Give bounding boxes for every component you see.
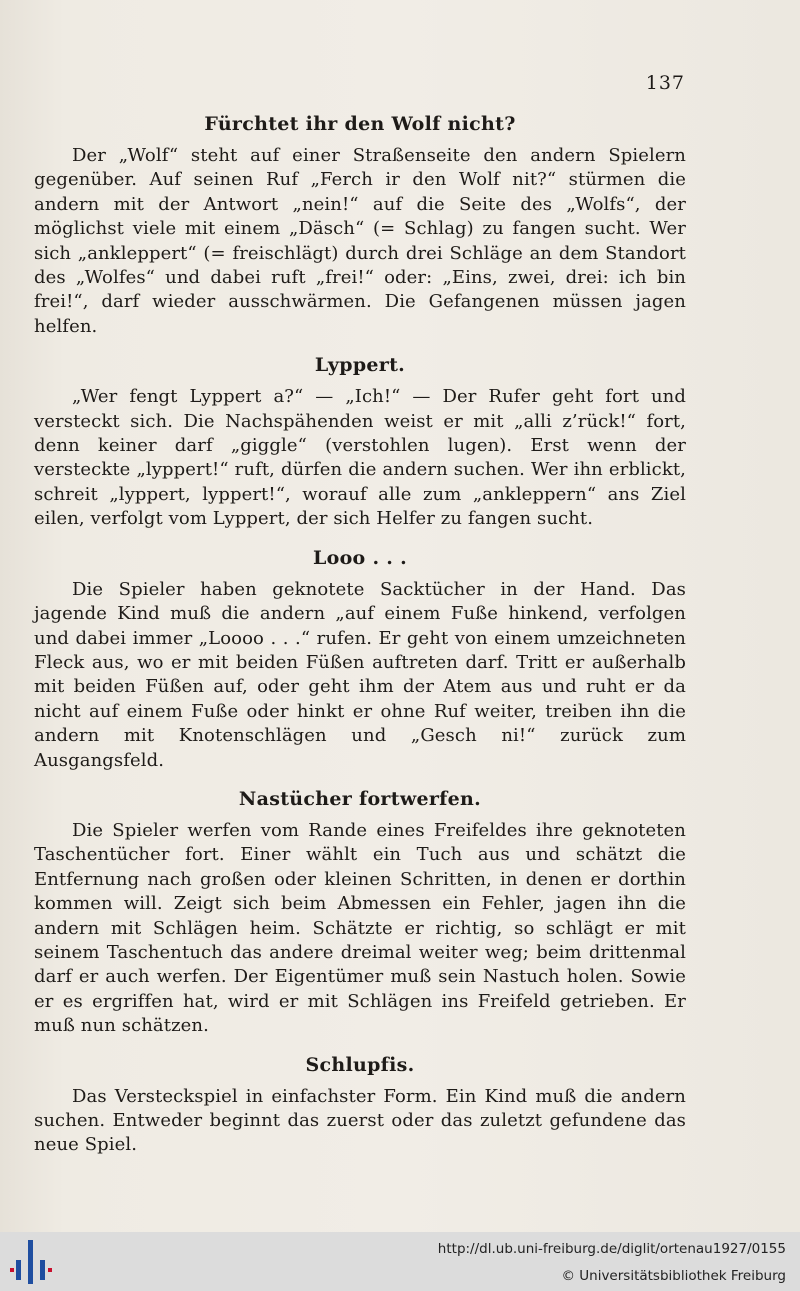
section-title: Fürchtet ihr den Wolf nicht? bbox=[204, 113, 516, 135]
ub-freiburg-logo-icon bbox=[10, 1238, 54, 1286]
section-title: Looo . . . bbox=[312, 546, 408, 569]
section-text: „Wer fengt Lyppert a?“ — „Ich!“ — Der Rufer geht fort und versteckt sich. Die Nachspähenden weist er mit „alli z’rück!“ fort, denn keiner darf „giggle“ (verstohlen lugen). Erst wenn der versteckte „lyppert!“ ruft, dürfen die andern suchen. Wer ihn erblickt, schreit „lyppert, lyppert!“, worauf alle zum „ankleppern“ ans Ziel eilen, verfolgt vom Lyppert, der sich Helfer zu fangen sucht. bbox=[34, 386, 686, 530]
section-lyppert bbox=[34, 349, 686, 531]
footer-bar bbox=[0, 1232, 800, 1291]
section-title: Schlupfis. bbox=[305, 1053, 415, 1076]
section-schlupfis bbox=[34, 1049, 686, 1158]
source-url-link[interactable]: http://dl.ub.uni-freiburg.de/diglit/ortenau1927/0155 bbox=[437, 1241, 786, 1257]
section-title: Lyppert. bbox=[314, 354, 406, 377]
section-text: Die Spieler werfen vom Rande eines Freifeldes ihre geknoteten Taschentücher fort. Einer wählt ein Tuch aus und schätzt die Entfernung nach großen oder kleinen Schritten, in denen er dorthin kommen will. Zeigt sich beim Abmessen ein Fehler, jagen ihn die andern mit Schlägen heim. Schätzte er richtig, so schlägt er mit seinem Taschentuch das andere dreimal weiter weg; beim drittenmal darf er auch werfen. Der Eigentümer muß sein Nastuch holen. Sowie er es ergriffen hat, wird er mit Schlägen ins Freifeld getrieben. Er muß nun schätzen. bbox=[34, 819, 686, 1037]
section-wolf bbox=[34, 108, 686, 339]
page-number: 137 bbox=[645, 72, 685, 94]
page-content bbox=[34, 108, 686, 1164]
section-text: Das Versteckspiel in einfachster Form. Ein Kind muß die andern suchen. Entweder beginnt das zuerst oder das zuletzt gefundene das neue Spiel. bbox=[34, 1085, 686, 1156]
section-looo bbox=[34, 542, 686, 773]
section-nastuecher bbox=[34, 783, 686, 1039]
section-text: Die Spieler haben geknotete Sacktücher in der Hand. Das jagende Kind muß die andern „auf einem Fuße hinkend, verfolgen und dabei immer „Loooo . . .“ rufen. Er geht von einem umzeichneten Fleck aus, wo er mit beiden Füßen auftreten darf. Tritt er außerhalb mit beiden Füßen auf, oder geht ihm der Atem aus und ruht er da nicht auf einem Fuße oder hinkt er ohne Ruf weiter, treiben ihn die andern mit Knotenschlägen und „Gesch ni!“ zurück zum Ausgangsfeld. bbox=[34, 578, 686, 771]
copyright-text: © Universitätsbibliothek Freiburg bbox=[561, 1268, 786, 1284]
section-title: Nastücher fortwerfen. bbox=[238, 787, 482, 810]
section-text: Der „Wolf“ steht auf einer Straßenseite den andern Spielern gegenüber. Auf seinen Ruf „Ferch ir den Wolf nit?“ stürmen die andern mit der Antwort „nein!“ auf die Seite des „Wolfs“, der möglichst viele mit einem „Däsch“ (= Schlag) zu fangen sucht. Wer sich „ankleppert“ (= freischlägt) durch drei Schläge an dem Standort des „Wolfes“ und dabei ruft „frei!“ oder: „Eins, zwei, drei: ich bin frei!“, darf wieder ausschwärmen. Die Gefangenen müssen jagen helfen. bbox=[34, 145, 686, 337]
